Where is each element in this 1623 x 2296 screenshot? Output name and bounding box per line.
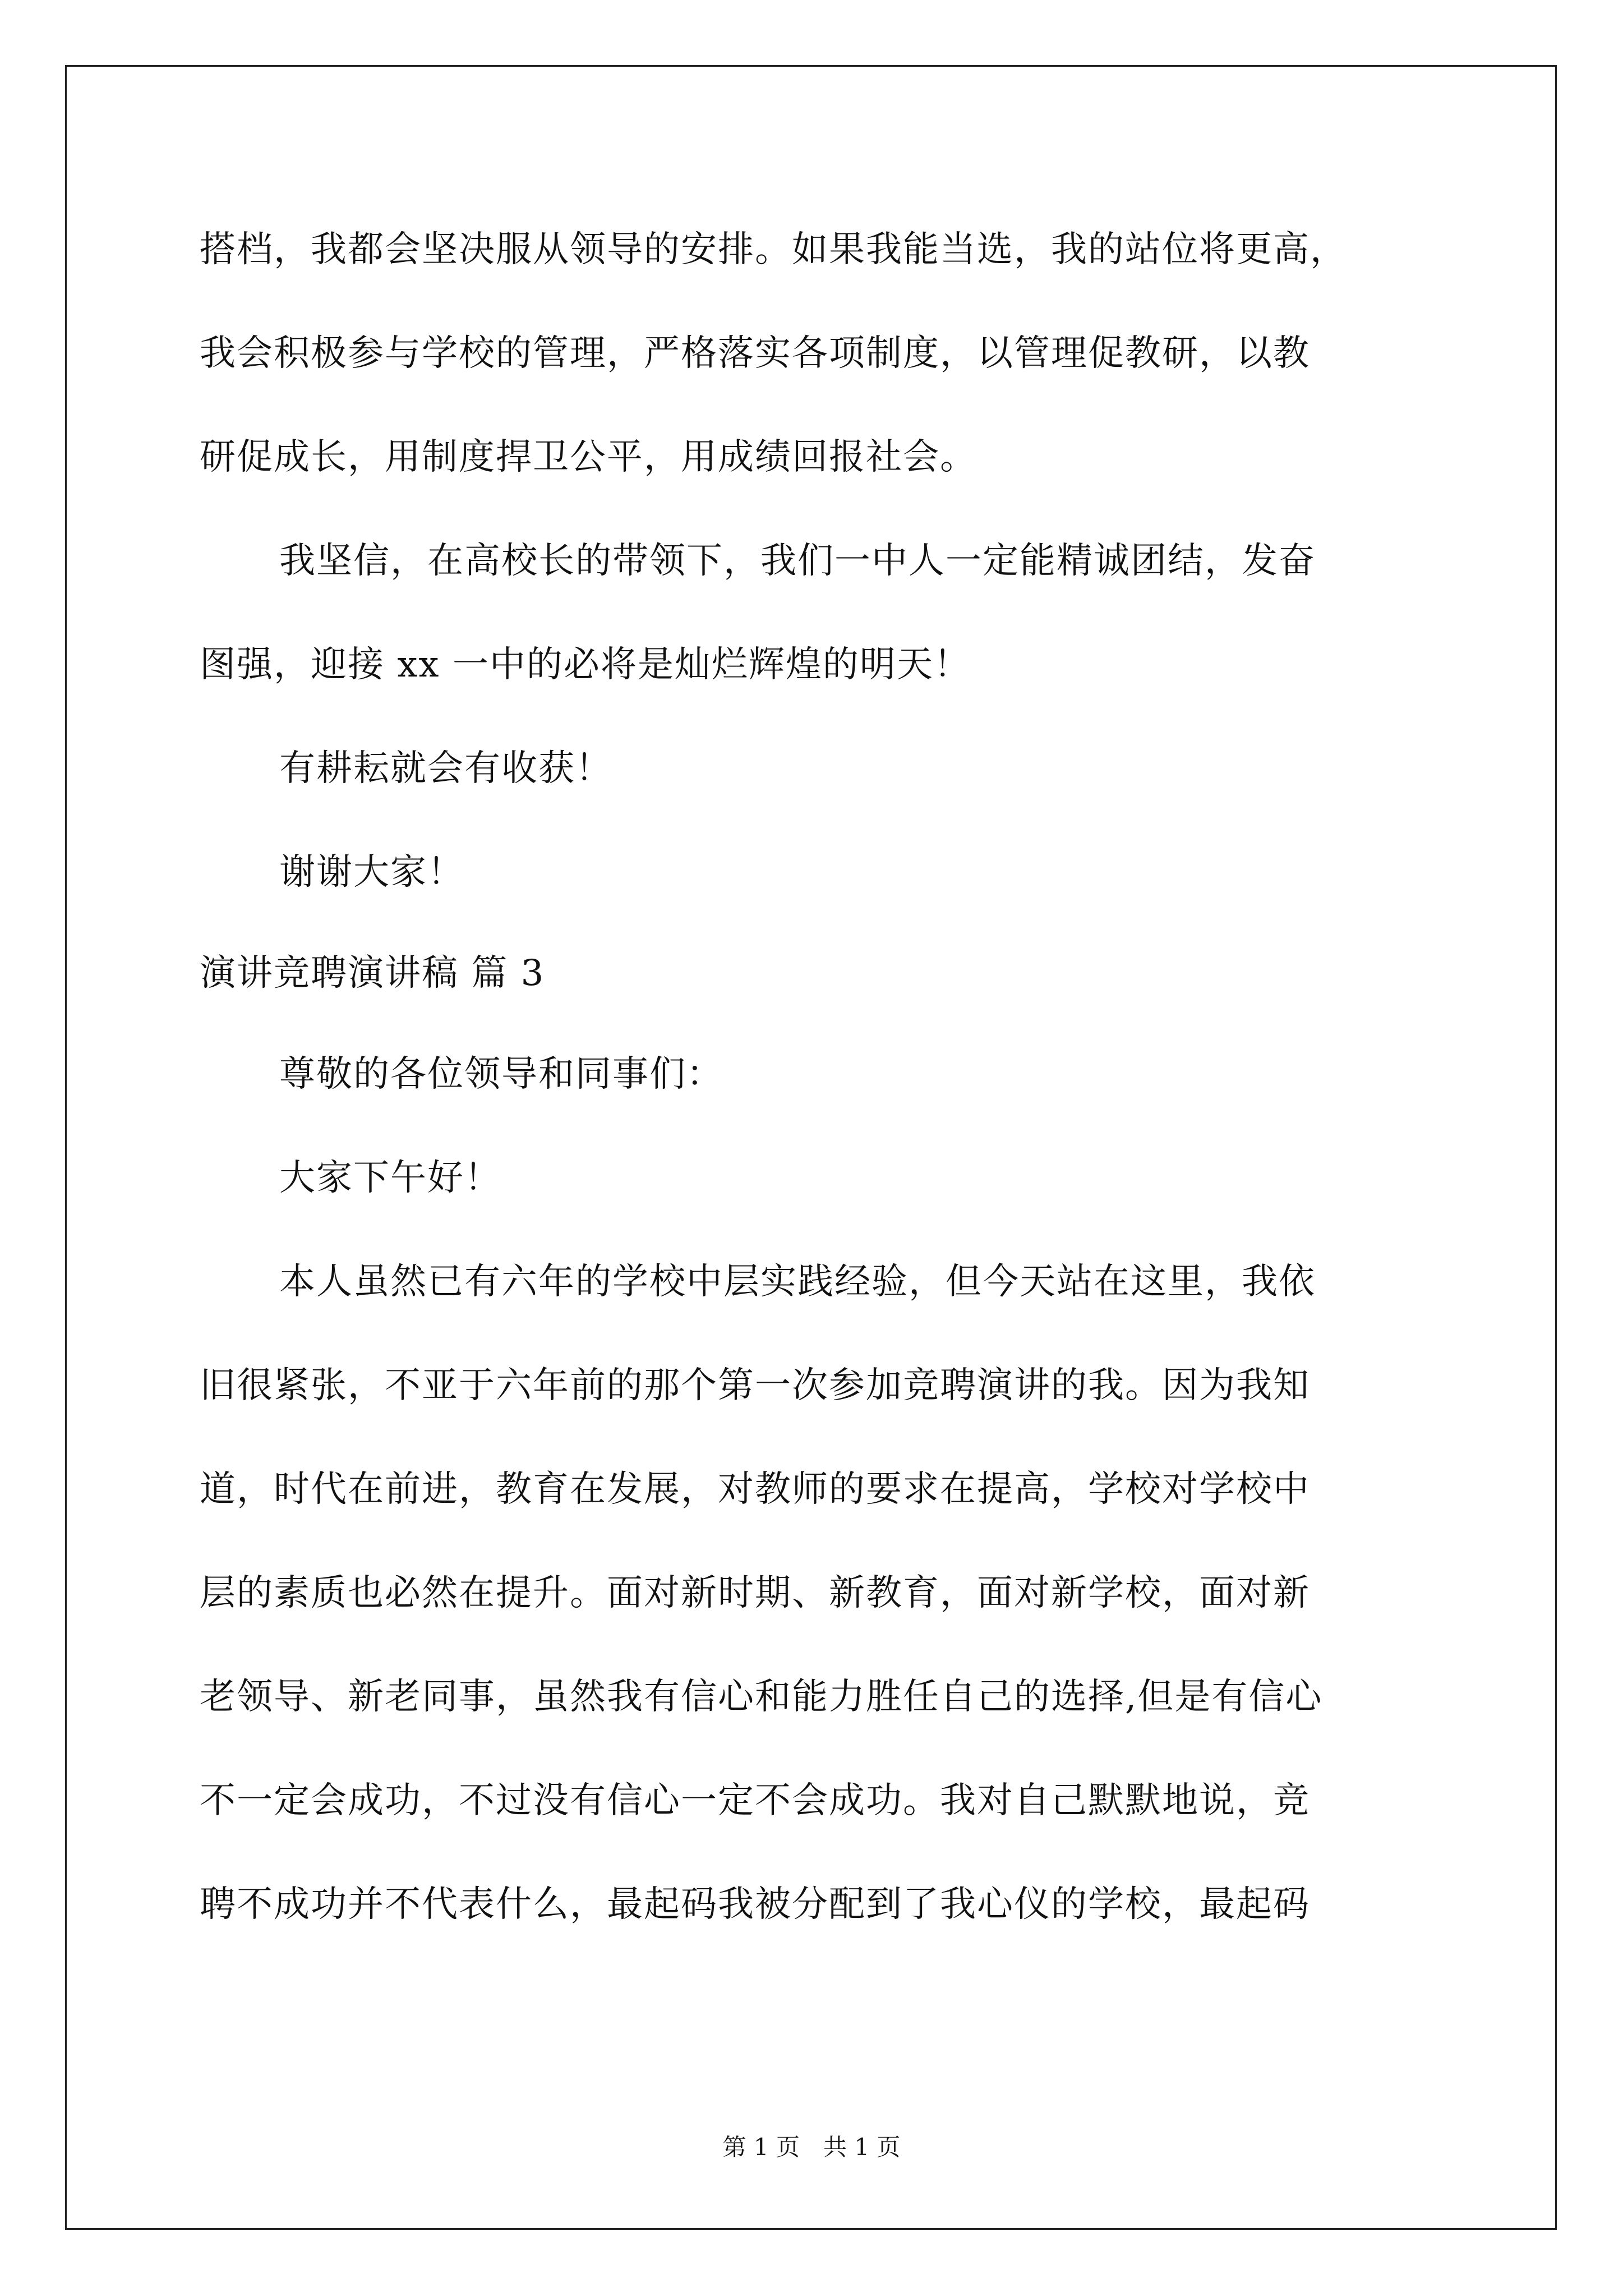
text-line: 老领导、新老同事，虽然我有信心和能力胜任自己的选择,但是有信心: [200, 1676, 1323, 1718]
text-line: 我坚信，在高校长的带领下，我们一中人一定能精诚团结，发奋: [279, 540, 1316, 582]
text-line: 旧很紧张，不亚于六年前的那个第一次参加竞聘演讲的我。因为我知: [200, 1365, 1310, 1406]
text-line: 搭档，我都会坚决服从领导的安排。如果我能当选，我的站位将更高，: [200, 229, 1347, 270]
text-line: 有耕耘就会有收获！: [279, 748, 612, 789]
salutation: 尊敬的各位领导和同事们：: [279, 1053, 723, 1095]
text-line: 图强，迎接 xx 一中的必将是灿烂辉煌的明天！: [200, 644, 971, 685]
text-line: 本人虽然已有六年的学校中层实践经验，但今天站在这里，我依: [279, 1261, 1316, 1303]
text-line: 聘不成功并不代表什么，最起码我被分配到了我心仪的学校，最起码: [200, 1884, 1310, 1925]
greeting: 大家下午好！: [279, 1157, 501, 1199]
text-line: 不一定会成功，不过没有信心一定不会成功。我对自己默默地说，竞: [200, 1780, 1310, 1821]
text-line: 道，时代在前进，教育在发展，对教师的要求在提高，学校对学校中: [200, 1469, 1310, 1510]
text-line: 谢谢大家！: [279, 852, 464, 893]
text-line: 研促成长，用制度捍卫公平，用成绩回报社会。: [200, 436, 977, 478]
text-line: 层的素质也必然在提升。面对新时期、新教育，面对新学校，面对新: [200, 1572, 1310, 1614]
section-heading: 演讲竞聘演讲稿 篇 3: [200, 953, 545, 994]
text-line: 我会积极参与学校的管理，严格落实各项制度，以管理促教研，以教: [200, 333, 1310, 374]
page-footer: 第 1 页 共 1 页: [722, 2133, 901, 2161]
